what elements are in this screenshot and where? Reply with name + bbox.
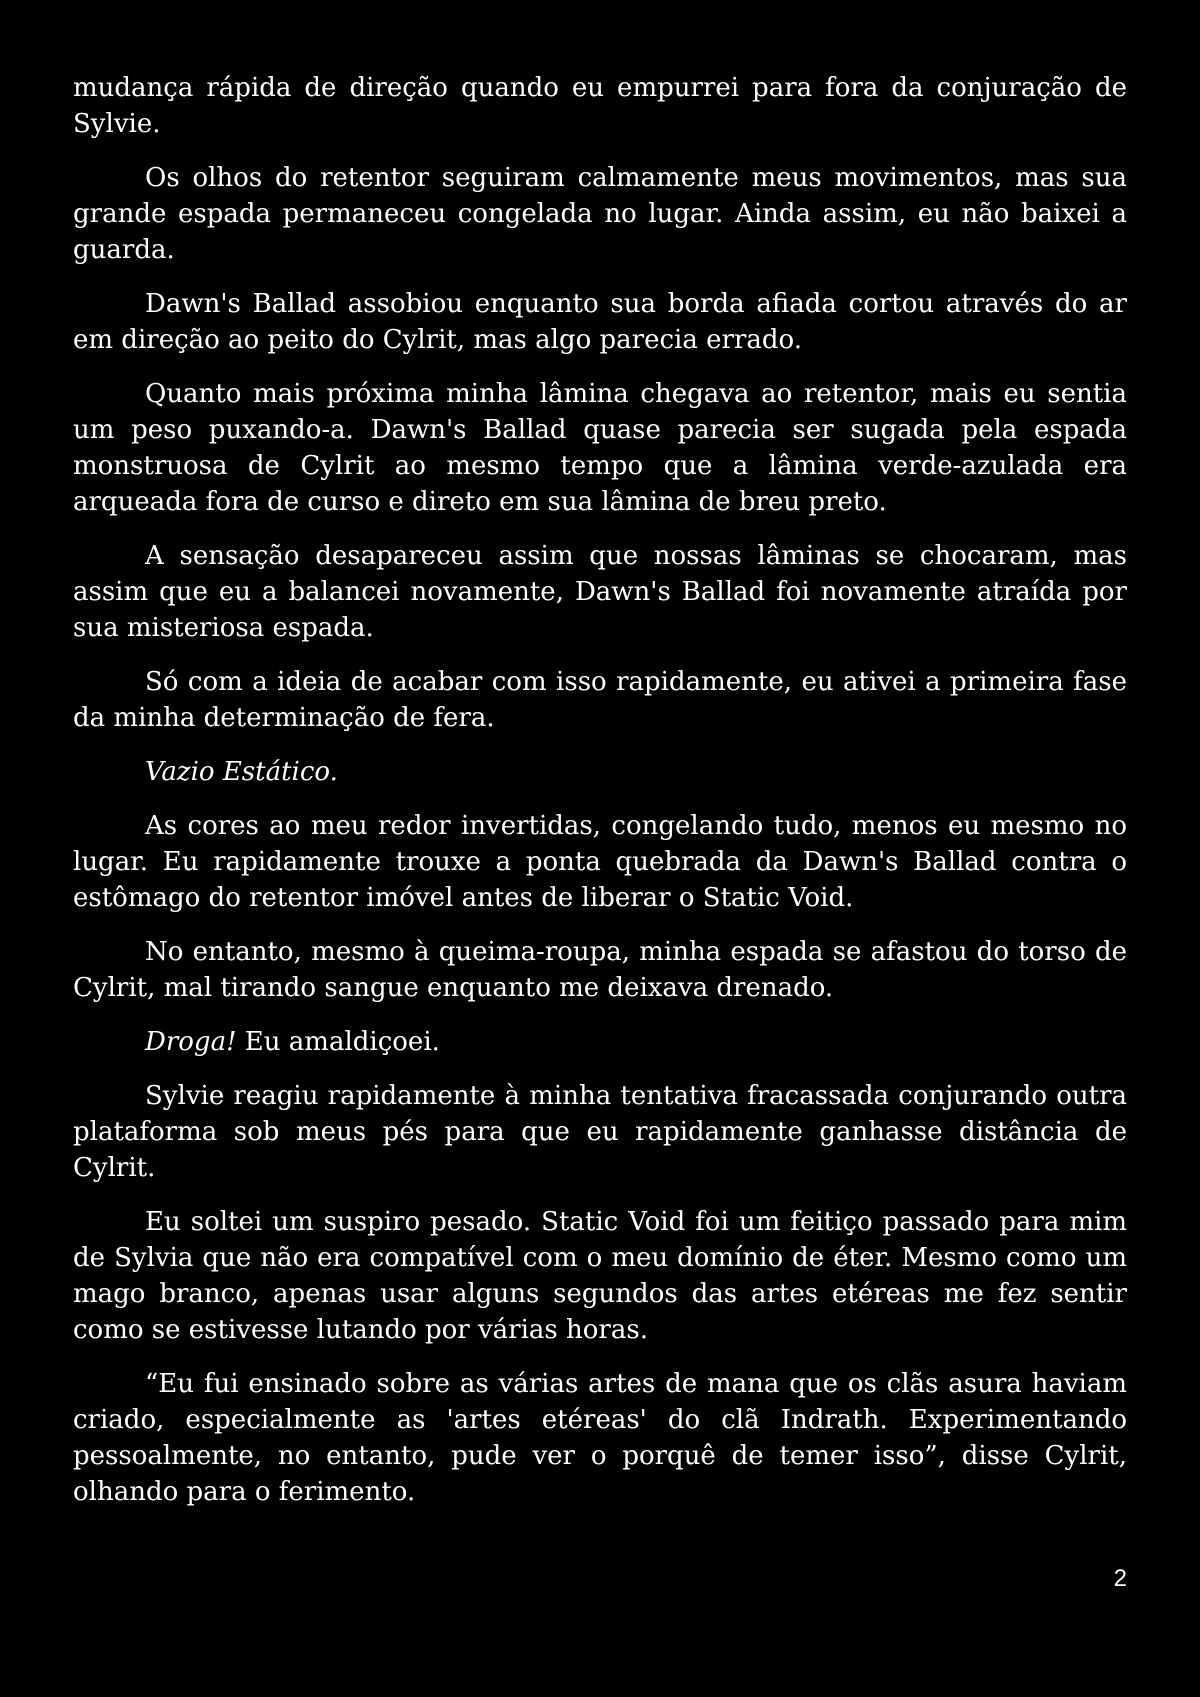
- paragraph-1: mudança rápida de direção quando eu empurrei para fora da conjuração de Sylvie.: [73, 73, 1127, 139]
- paragraph-9: No entanto, mesmo à queima-roupa, minha espada se afastou do torso de Cylrit, mal tirando sangue enquanto me deixava drenado.: [73, 937, 1127, 1003]
- paragraph-3: Dawn's Ballad assobiou enquanto sua borda afiada cortou através do ar em direção ao peito do Cylrit, mas algo parecia errado.: [73, 289, 1127, 355]
- paragraph-6: Só com a ideia de acabar com isso rapidamente, eu ativei a primeira fase da minha determinação de fera.: [73, 667, 1127, 733]
- paragraph-8: As cores ao meu redor invertidas, congelando tudo, menos eu mesmo no lugar. Eu rapidamente trouxe a ponta quebrada da Dawn's Ballad contra o estômago do retentor imóvel antes de liberar o Static Void.: [73, 811, 1127, 913]
- paragraph-13: “Eu fui ensinado sobre as várias artes de mana que os clãs asura haviam criado, especialmente as 'artes etéreas' do clã Indrath. Experimentando pessoalmente, no entanto, pude ver o porquê de temer isso”, disse Cylrit, olhando para o ferimento.: [73, 1369, 1127, 1507]
- page-number: 2: [1113, 1565, 1127, 1592]
- italic-phrase: Vazio Estático.: [145, 757, 338, 787]
- paragraph-11: Sylvie reagiu rapidamente à minha tentativa fracassada conjurando outra plataforma sob meus pés para que eu rapidamente ganhasse distância de Cylrit.: [73, 1081, 1127, 1183]
- paragraph-10: [73, 1024, 1127, 1060]
- paragraph-4: Quanto mais próxima minha lâmina chegava ao retentor, mais eu sentia um peso puxando-a. Dawn's Ballad quase parecia ser sugada pela espada monstruosa de Cylrit ao mesmo tempo que a lâmina verde-azulada era arqueada fora de curso e direto em sua lâmina de breu preto.: [73, 379, 1127, 517]
- paragraph-5: A sensação desapareceu assim que nossas lâminas se chocaram, mas assim que eu a balancei novamente, Dawn's Ballad foi novamente atraída por sua misteriosa espada.: [73, 541, 1127, 643]
- paragraph-10-rest: Eu amaldiçoei.: [236, 1027, 440, 1057]
- paragraph-12: Eu soltei um suspiro pesado. Static Void foi um feitiço passado para mim de Sylvia que não era compatível com o meu domínio de éter. Mesmo como um mago branco, apenas usar alguns segundos das artes etéreas me fez sentir como se estivesse lutando por várias horas.: [73, 1207, 1127, 1345]
- document-body: [73, 70, 1127, 1528]
- paragraph-2: Os olhos do retentor seguiram calmamente meus movimentos, mas sua grande espada permaneceu congelada no lugar. Ainda assim, eu não baixei a guarda.: [73, 163, 1127, 265]
- paragraph-7-italic: [73, 754, 1127, 790]
- italic-exclamation: Droga!: [145, 1027, 237, 1057]
